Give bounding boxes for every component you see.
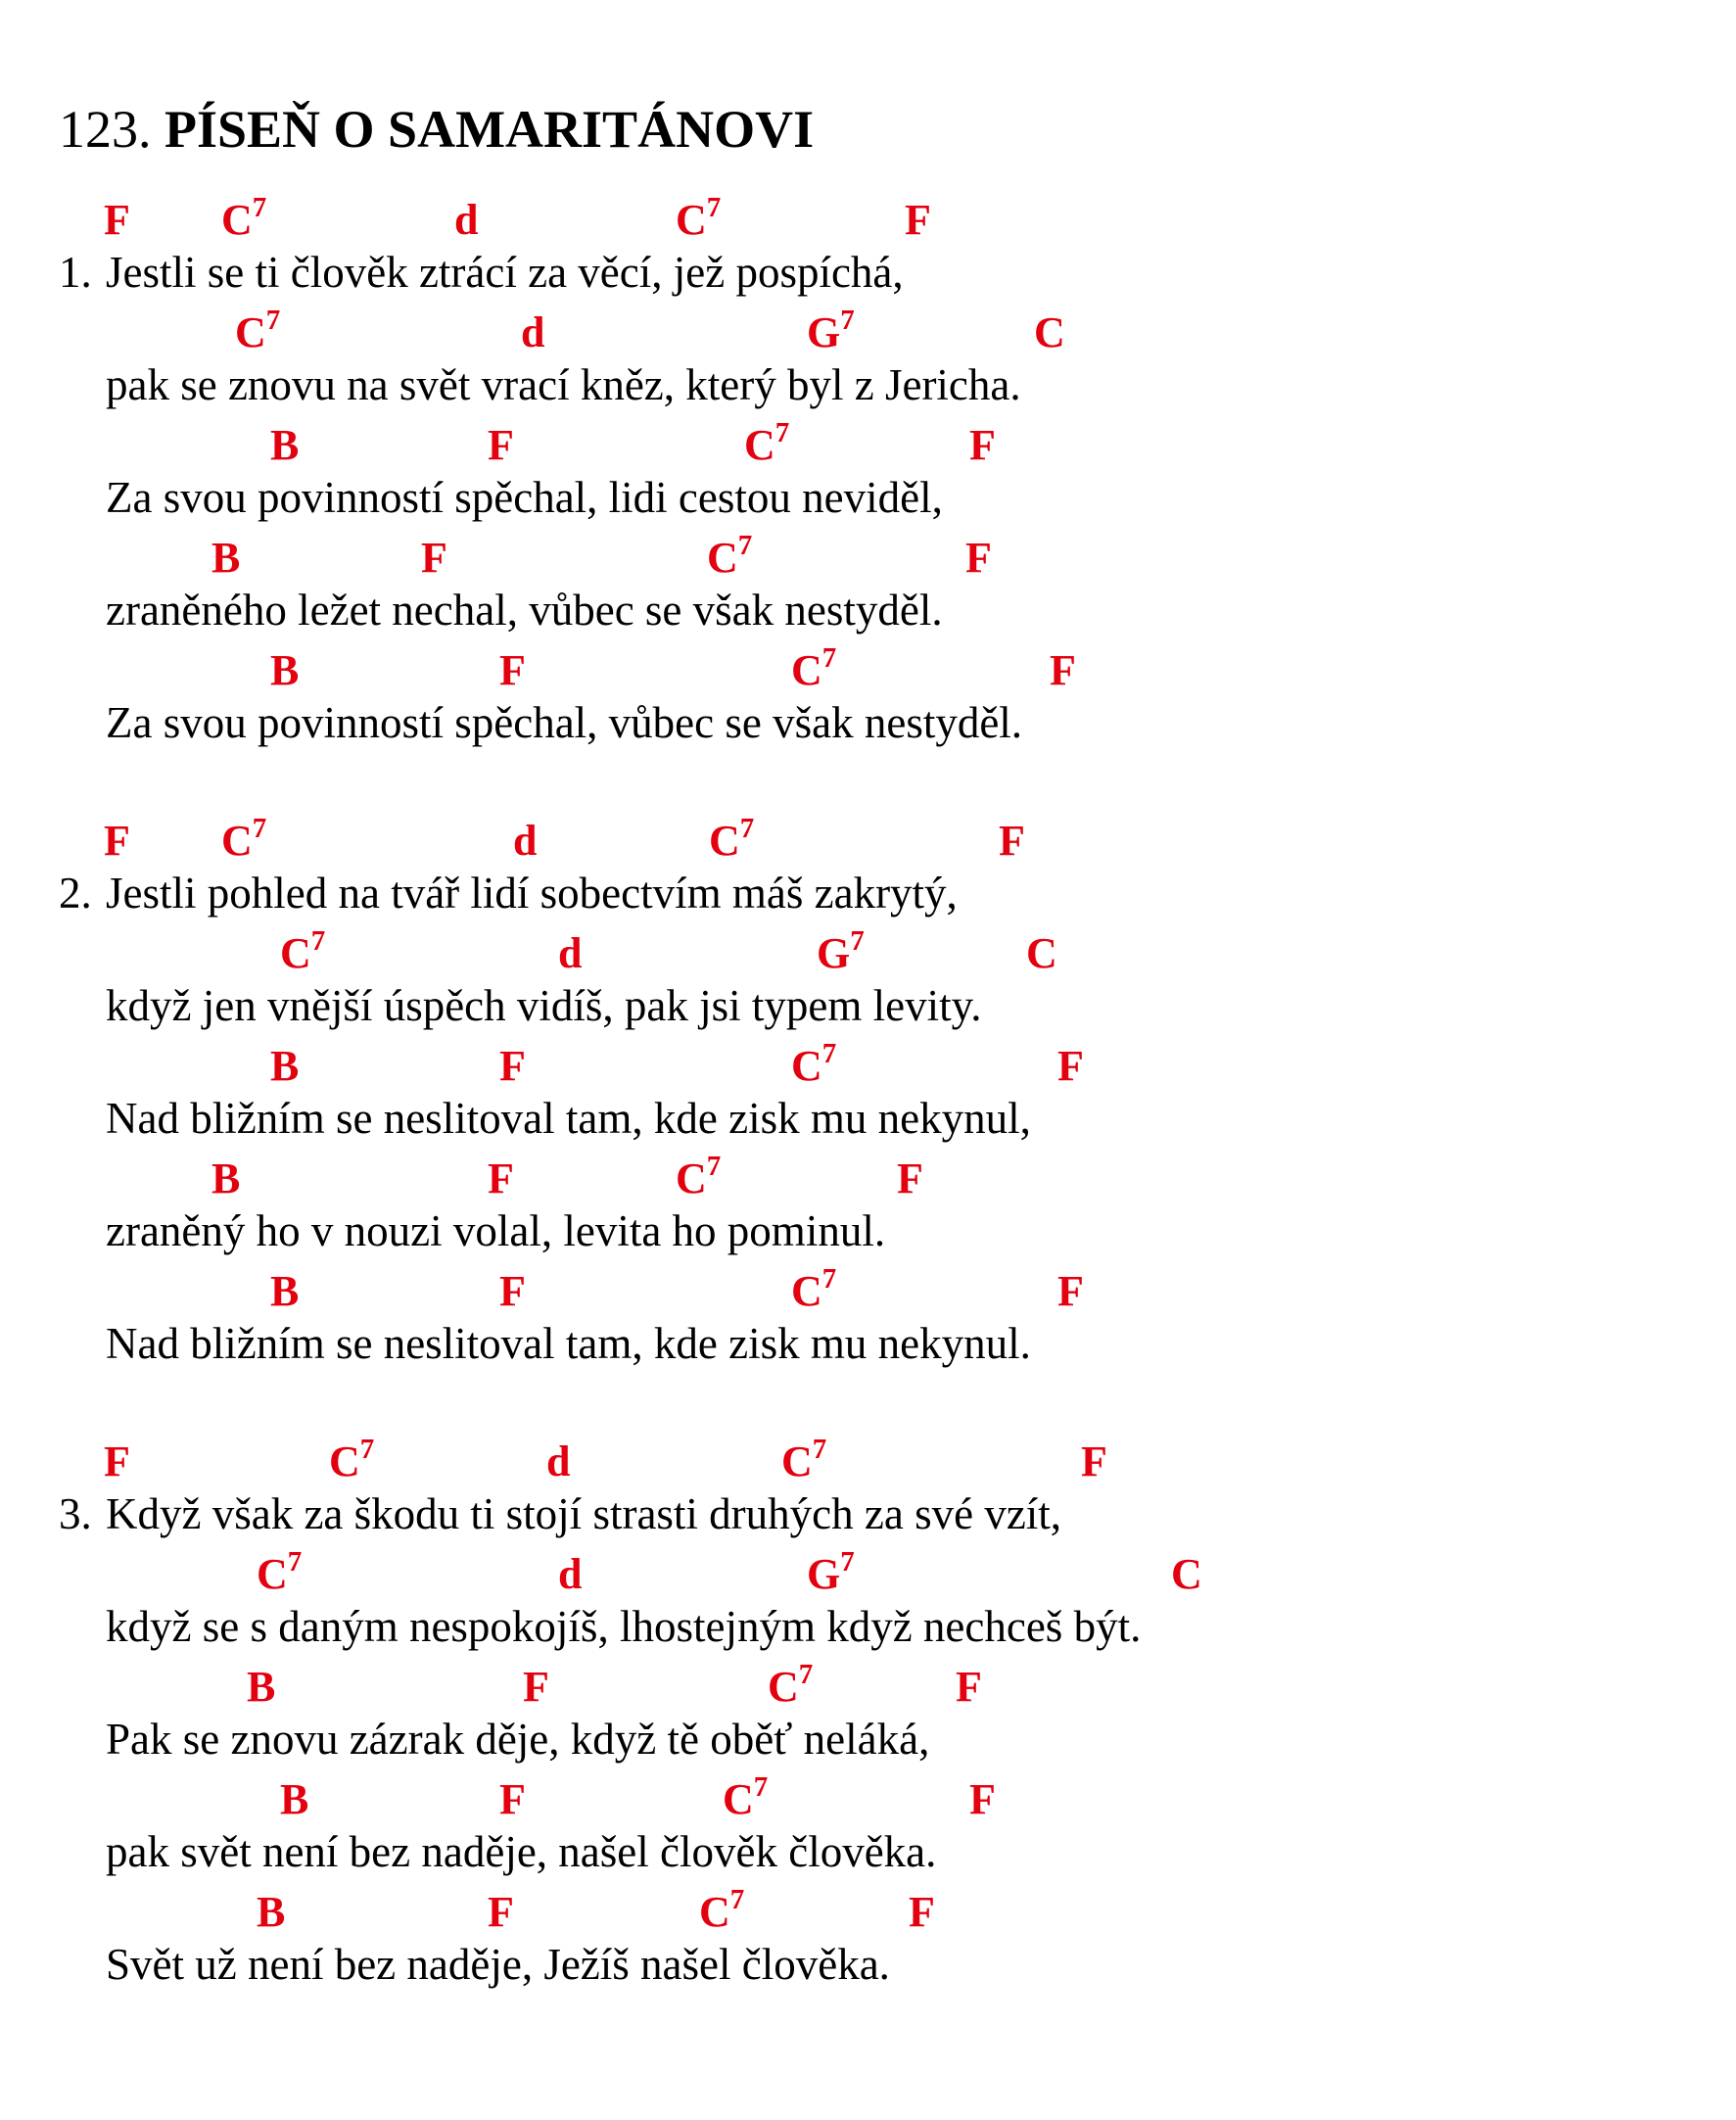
chord-root: d	[558, 929, 583, 977]
chord	[104, 196, 130, 245]
chord-extension: 7	[774, 417, 790, 448]
chord-root: F	[488, 1888, 514, 1936]
chord	[488, 1154, 514, 1203]
chord	[791, 1263, 837, 1316]
chord-extension: 7	[706, 1151, 722, 1182]
song-number: 123.	[59, 100, 152, 159]
chord	[521, 308, 544, 357]
chord-extension: 7	[359, 1434, 375, 1465]
chord	[791, 1038, 837, 1091]
lyric-line	[59, 1314, 1031, 1373]
chord-extension: 7	[252, 813, 267, 844]
chord	[499, 646, 526, 695]
lyric-text: když se s daným nespokojíš, lhostejným když nechceš být.	[106, 1602, 1142, 1651]
chord-root: F	[499, 1267, 526, 1315]
chord-extension: 7	[739, 813, 755, 844]
chord-root: d	[521, 308, 545, 356]
chord-extension: 7	[821, 1038, 837, 1069]
chord	[1057, 1267, 1084, 1316]
chord-root: F	[488, 421, 514, 469]
chord	[488, 421, 514, 470]
lyric-line	[59, 1597, 1141, 1656]
chord	[546, 1437, 570, 1486]
chord-root: C	[707, 534, 738, 582]
chord-extension: 7	[821, 642, 837, 674]
chord	[956, 1663, 982, 1712]
lyric-text: Za svou povinností spěchal, lidi cestou neviděl,	[106, 473, 943, 522]
chord	[235, 305, 281, 357]
chord-extension: 7	[729, 1884, 745, 1915]
chord	[781, 1434, 827, 1486]
chord-extension: 7	[737, 530, 753, 561]
chord	[768, 1659, 814, 1712]
chord-root: C	[709, 817, 740, 865]
chord-root: F	[1050, 646, 1076, 694]
chord	[499, 1042, 526, 1091]
lyric-line	[59, 1201, 885, 1260]
chord-root: d	[558, 1550, 583, 1598]
chord	[897, 1154, 923, 1203]
chord-extension: 7	[840, 305, 855, 336]
lyric-line	[59, 976, 981, 1035]
lyric-text: Za svou povinností spěchal, vůbec se však nestyděl.	[106, 698, 1023, 747]
chord	[1171, 1550, 1202, 1599]
chord-root: B	[247, 1663, 276, 1711]
lyric-line	[59, 468, 943, 527]
chord-root: B	[270, 421, 300, 469]
chord	[257, 1888, 285, 1937]
chord-extension: 7	[310, 925, 326, 957]
chord-root: C	[791, 1042, 822, 1090]
chord	[807, 305, 855, 357]
lyric-line	[59, 1484, 1061, 1543]
chord-extension: 7	[287, 1546, 303, 1578]
chord-extension: 7	[798, 1659, 814, 1690]
chord	[791, 642, 837, 695]
chord-root: C	[791, 1267, 822, 1315]
chord-root: F	[499, 646, 526, 694]
chord-extension: 7	[706, 192, 722, 223]
chord-root: F	[499, 1775, 526, 1823]
verse-number: 3.	[59, 1489, 92, 1538]
chord	[1034, 308, 1065, 357]
chord-root: B	[270, 1042, 300, 1090]
chord-root: C	[1171, 1550, 1202, 1598]
chord-root: F	[905, 196, 931, 244]
chord	[969, 421, 996, 470]
chord-root: C	[221, 817, 253, 865]
chord-root: G	[807, 308, 841, 356]
chord-root: F	[956, 1663, 982, 1711]
chord-root: d	[546, 1437, 571, 1485]
chord	[1050, 646, 1076, 695]
chord-root: F	[1081, 1437, 1107, 1485]
chord	[104, 1437, 130, 1486]
chord-extension: 7	[753, 1771, 769, 1803]
chord	[969, 1775, 996, 1824]
lyric-line	[59, 355, 1021, 414]
chord-root: C	[676, 1154, 707, 1202]
lyric-text: Když však za škodu ti stojí strasti druhých za své vzít,	[106, 1489, 1062, 1538]
chord	[1026, 929, 1057, 978]
chord	[1057, 1042, 1084, 1091]
chord-root: B	[211, 1154, 241, 1202]
lyric-text: když jen vnější úspěch vidíš, pak jsi typem levity.	[106, 981, 982, 1030]
chord-root: G	[817, 929, 851, 977]
chord	[221, 192, 267, 245]
chord-root: C	[723, 1775, 754, 1823]
chord	[270, 1042, 299, 1091]
chord	[523, 1663, 549, 1712]
lyric-text: pak svět není bez naděje, našel člověk člověka.	[106, 1827, 937, 1876]
chord	[909, 1888, 935, 1937]
chord	[221, 813, 267, 866]
chord-root: B	[257, 1888, 286, 1936]
verse-number: 1.	[59, 248, 92, 297]
song-title	[59, 90, 814, 168]
chord	[280, 1775, 308, 1824]
chord	[513, 817, 537, 866]
chord-root: C	[221, 196, 253, 244]
chord	[807, 1546, 855, 1599]
lyric-text: zraněný ho v nouzi volal, levita ho pominul.	[106, 1206, 886, 1255]
chord-root: F	[421, 534, 447, 582]
chord	[699, 1884, 745, 1937]
chord	[723, 1771, 769, 1824]
chord	[211, 1154, 240, 1203]
verse-number: 2.	[59, 869, 92, 918]
chord	[676, 1151, 722, 1203]
chord-root: F	[104, 196, 130, 244]
chord-root: F	[965, 534, 992, 582]
chord-root: B	[270, 1267, 300, 1315]
chord-extension: 7	[812, 1434, 827, 1465]
lyric-line	[59, 243, 904, 302]
chord	[707, 530, 753, 583]
chord-root: d	[454, 196, 479, 244]
chord	[421, 534, 447, 583]
lyric-text: Nad bližním se neslitoval tam, kde zisk mu nekynul,	[106, 1094, 1031, 1143]
chord	[329, 1434, 375, 1486]
chord	[558, 1550, 582, 1599]
chord	[817, 925, 865, 978]
chord-root: C	[235, 308, 266, 356]
chord	[247, 1663, 275, 1712]
chord	[104, 817, 130, 866]
chord-extension: 7	[821, 1263, 837, 1295]
chord	[270, 421, 299, 470]
chord	[454, 196, 478, 245]
lyric-line	[59, 1089, 1031, 1148]
lyric-text: Jestli pohled na tvář lidí sobectvím máš zakrytý,	[106, 869, 958, 918]
chord-root: C	[257, 1550, 288, 1598]
chord-root: C	[699, 1888, 730, 1936]
chord	[270, 1267, 299, 1316]
chord-extension: 7	[850, 925, 865, 957]
chord-root: C	[791, 646, 822, 694]
chord-extension: 7	[840, 1546, 855, 1578]
chord	[676, 192, 722, 245]
chord-root: C	[1026, 929, 1057, 977]
chord-root: C	[781, 1437, 813, 1485]
lyric-text: pak se znovu na svět vrací kněz, který byl z Jericha.	[106, 360, 1021, 409]
lyric-text: Nad bližním se neslitoval tam, kde zisk mu nekynul.	[106, 1319, 1031, 1368]
lyric-line	[59, 581, 943, 639]
chord	[488, 1888, 514, 1937]
chord-root: B	[270, 646, 300, 694]
chord	[499, 1775, 526, 1824]
chord-root: C	[1034, 308, 1065, 356]
chord	[558, 929, 582, 978]
chord	[211, 534, 240, 583]
chord	[257, 1546, 303, 1599]
chord-root: B	[280, 1775, 309, 1823]
chord	[744, 417, 790, 470]
chord-root: B	[211, 534, 241, 582]
chord-root: F	[488, 1154, 514, 1202]
chord	[905, 196, 931, 245]
chord-root: F	[1057, 1042, 1084, 1090]
chord	[1081, 1437, 1107, 1486]
chord-root: F	[897, 1154, 923, 1202]
chord-extension: 7	[265, 305, 281, 336]
chord-root: F	[499, 1042, 526, 1090]
chord-root: C	[768, 1663, 799, 1711]
chord-root: F	[999, 817, 1025, 865]
lyric-line	[59, 693, 1022, 752]
lyric-text: zraněného ležet nechal, vůbec se však nestyděl.	[106, 586, 943, 635]
chord-root: C	[744, 421, 775, 469]
chord	[709, 813, 755, 866]
chord-root: G	[807, 1550, 841, 1598]
chord-root: F	[104, 817, 130, 865]
lyric-text: Jestli se ti člověk ztrácí za věcí, jež pospíchá,	[106, 248, 904, 297]
chord	[965, 534, 992, 583]
lyric-line	[59, 864, 958, 922]
chord-root: F	[104, 1437, 130, 1485]
lyric-text: Pak se znovu zázrak děje, když tě oběť neláká,	[106, 1715, 930, 1764]
lyric-line	[59, 1822, 936, 1881]
chord-root: F	[969, 421, 996, 469]
lyric-line	[59, 1710, 929, 1768]
chord-root: F	[1057, 1267, 1084, 1315]
lyric-text: Svět už není bez naděje, Ježíš našel člověka.	[106, 1940, 890, 1989]
chord-root: C	[676, 196, 707, 244]
song-name: PÍSEŇ O SAMARITÁNOVI	[164, 100, 815, 159]
chord-root: F	[909, 1888, 935, 1936]
chord-root: F	[523, 1663, 549, 1711]
chord-extension: 7	[252, 192, 267, 223]
lyric-line	[59, 1935, 890, 1994]
chord	[270, 646, 299, 695]
chord-root: C	[329, 1437, 360, 1485]
chord	[999, 817, 1025, 866]
chord	[499, 1267, 526, 1316]
chord	[280, 925, 326, 978]
chord-root: C	[280, 929, 311, 977]
chord-root: d	[513, 817, 538, 865]
chord-root: F	[969, 1775, 996, 1823]
